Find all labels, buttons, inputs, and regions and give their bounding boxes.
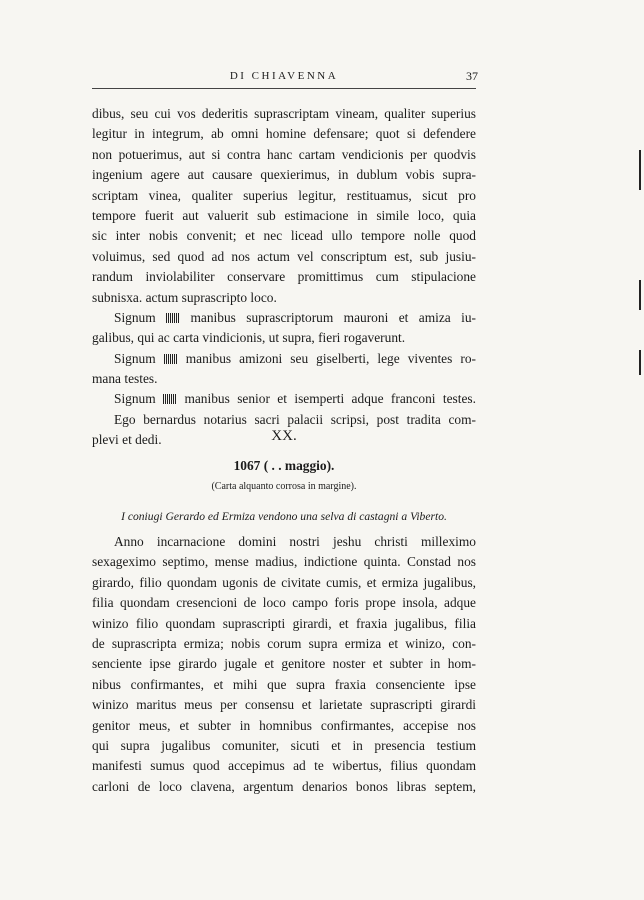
signature-line (92, 308, 476, 328)
header-rule (92, 88, 476, 89)
signature-line (92, 389, 476, 409)
text-line: carloni de loco clavena, argentum denarios bonos libras septem, (92, 778, 476, 794)
text-line: nibus confirmantes, et mihi que supra fraxia consenciente ipse (92, 676, 476, 692)
signature-line (92, 349, 476, 369)
running-head (92, 66, 476, 90)
text-line: sic inter nobis convenit; et nec licead ullo tempore nolle quod (92, 228, 476, 244)
document-note: (Carta alquanto corrosa in margine). (211, 481, 357, 492)
text-line: dibus, seu cui vos dederitis suprascriptam vineam, qualiter superius (92, 106, 476, 121)
signature-line: galibus, qui ac carta vindicionis, ut supra, fieri rogaverunt. (92, 330, 406, 346)
text-line: scriptam vinea, qualiter superius legitur, restituamus, sicut pro (92, 187, 476, 203)
text-line: qui supra jugalibus comuniter, sicuti et in presencia testium (92, 737, 476, 753)
preceding-charter-text (92, 104, 476, 451)
text-line: filia quondam cresencioni de loco campo foris prope insola, adque (92, 595, 476, 611)
text-line: sexageximo septimo, mense madius, indictione quinta. Constad nos (92, 554, 476, 570)
page-edge-mark (639, 150, 641, 190)
signum-mark-icon (166, 313, 180, 323)
text-line: Anno incarnacione domini nostri jeshu christi milleximo (114, 534, 476, 549)
text-line: winizo maritus meus per consensu et larietate suprascripti girardi (92, 697, 476, 713)
text-line: ingenium agere aut causare quexierimus, in dublum vobis supra- (92, 167, 476, 183)
signature-text: manibus senior et isemperti adque franconi testes. (184, 391, 476, 407)
page-edge-mark (639, 280, 641, 310)
charter-body-text (92, 532, 476, 797)
text-line: subnisxa. actum suprascripto loco. (92, 289, 277, 305)
text-line: non potuerimus, aut si contra hanc cartam vendicionis per quodvis (92, 146, 476, 162)
signum-mark-icon (164, 354, 178, 364)
signature-text: manibus suprascriptorum mauroni et amiza iu- (190, 309, 476, 325)
signum-word: Signum (114, 350, 156, 366)
text-line: randum inviolabiliter conservare promittimus cum stipulacione (92, 269, 476, 285)
signum-mark-icon (163, 394, 177, 404)
signature-text: manibus amizoni seu giselberti, lege viventes ro- (185, 350, 476, 366)
text-line: manifesti sumus quod accepimus ad te wibertus, filius quondam (92, 758, 476, 774)
signum-word: Signum (114, 391, 156, 407)
document-number: XX. (271, 428, 297, 444)
text-line: legitur in integrum, ab omni homine defensare; quot si defendere (92, 126, 476, 142)
text-line: de suprascripta ermiza; nobis corum supra ermiza et winizo, con- (92, 635, 476, 651)
text-line: tempore fuerit aut valuerit sub estimacione in simile loco, quia (92, 207, 476, 223)
notary-line: plevi et dedi. (92, 432, 162, 448)
signum-word: Signum (114, 309, 156, 325)
text-line: senciente ipse girardo jugale et genitore noster et subter in hom- (92, 656, 476, 672)
text-line: girardo, filio quondam ugonis de civitate cumis, et ermiza jugalibus, (92, 574, 476, 590)
text-line: genitor meus, et subter in homnibus confirmantes, accepise nos (92, 717, 476, 733)
document-summary: I coniugi Gerardo ed Ermiza vendono una selva di castagni a Viberto. (121, 510, 447, 523)
page-edge-mark (639, 350, 641, 375)
text-line: winizo filio quondam suprascripti girardi, et fraxia jugalibus, filia (92, 615, 476, 631)
running-title: DI CHIAVENNA (229, 70, 339, 82)
page-number: 37 (466, 69, 478, 83)
text-line: voluimus, sed quod ad nos actum vel conscriptum est, sub jusiu- (92, 248, 476, 264)
document-date: 1067 ( . . maggio). (233, 458, 335, 473)
notary-line: Ego bernardus notarius sacri palacii scripsi, post tradita com- (114, 411, 476, 427)
signature-line: mana testes. (92, 371, 158, 387)
